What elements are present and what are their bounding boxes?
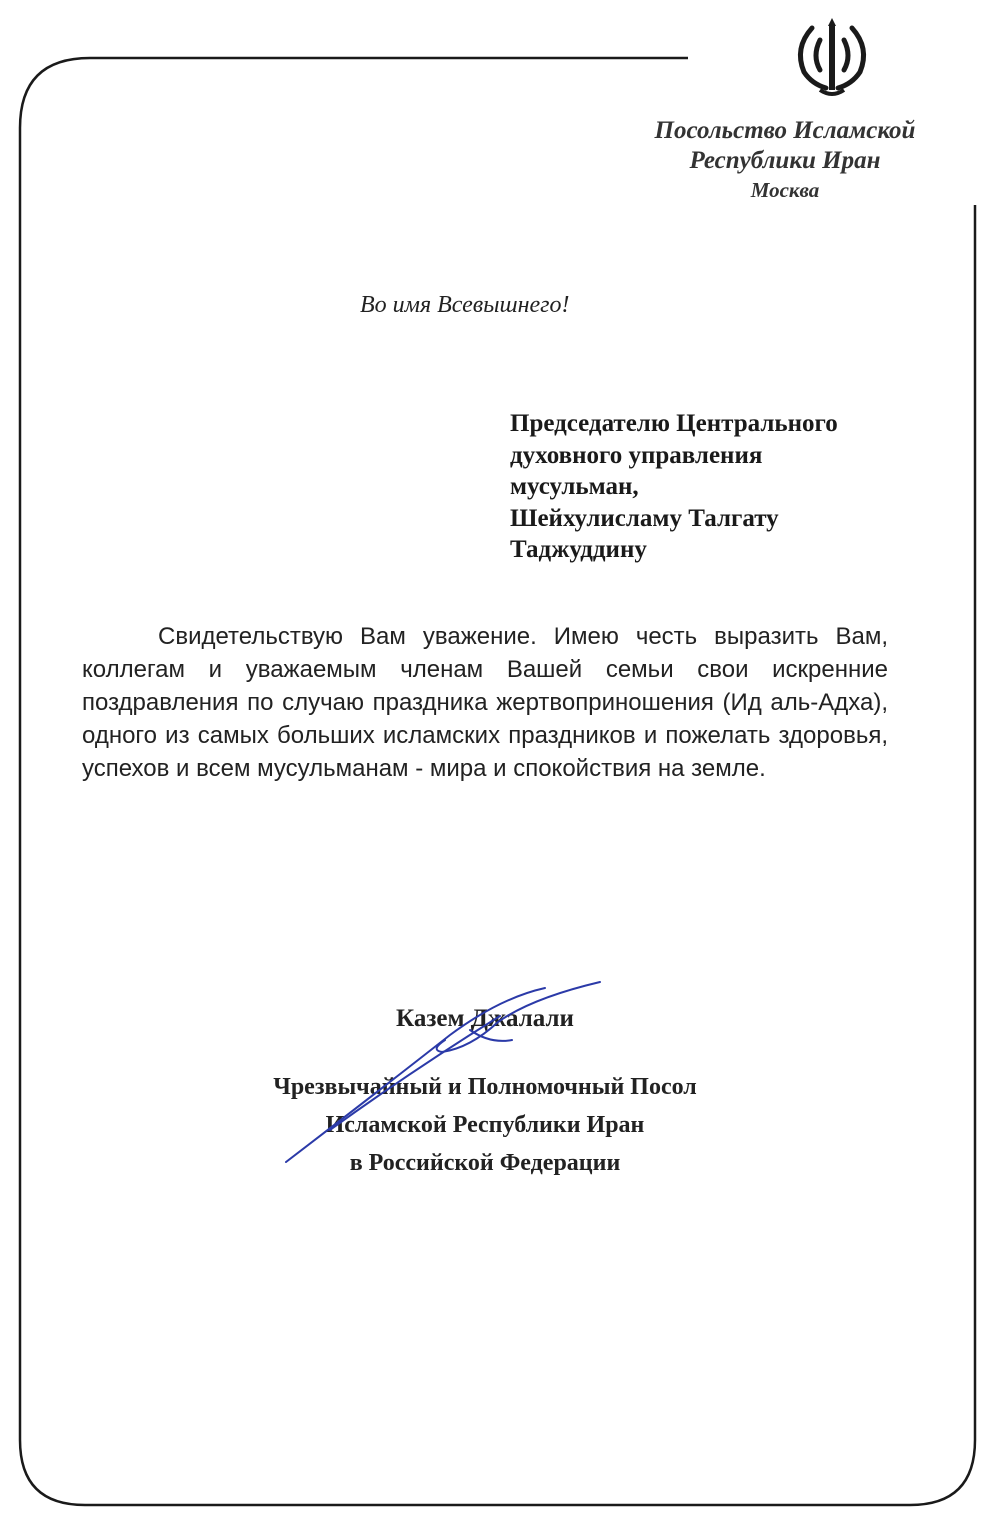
handwritten-signature bbox=[270, 980, 630, 1170]
letterhead-line-1: Посольство Исламской bbox=[654, 117, 916, 144]
letterhead-city: Москва bbox=[750, 178, 820, 202]
addressee-block bbox=[510, 408, 930, 566]
addressee-line-3: мусульман, bbox=[510, 473, 639, 500]
letterhead-line-2: Республики Иран bbox=[689, 147, 881, 174]
addressee-line-2: духовного управления bbox=[510, 441, 763, 469]
signer-title-line-1: Чрезвычайный и Полномочный Посол bbox=[273, 1074, 697, 1100]
signer-title-line-2: Исламской Республики Иран bbox=[325, 1112, 645, 1138]
signer-name: Казем Джалали bbox=[396, 1005, 574, 1032]
signer-title-line-3: в Российской Федерации bbox=[349, 1150, 621, 1176]
letter-body: Свидетельствую Вам уважение. Имею честь выразить Вам, коллегам и уважаемым членам Вашей семьи свои искренние поздравления по случаю праздника жертвоприношения (Ид аль-Адха), одного из самых больших исламских праздников и пожелать здоровья, успехов и всем мусульманам - мира и спокойствия на земле. bbox=[82, 623, 888, 782]
embassy-letterhead bbox=[620, 116, 950, 204]
addressee-line-4: Шейхулисламу Талгату bbox=[510, 504, 779, 532]
invocation: Во имя Всевышнего! bbox=[360, 292, 570, 318]
addressee-line-1: Председателю Центрального bbox=[510, 410, 838, 437]
iran-emblem-icon bbox=[790, 14, 874, 100]
addressee-line-5: Таджуддину bbox=[510, 536, 647, 563]
